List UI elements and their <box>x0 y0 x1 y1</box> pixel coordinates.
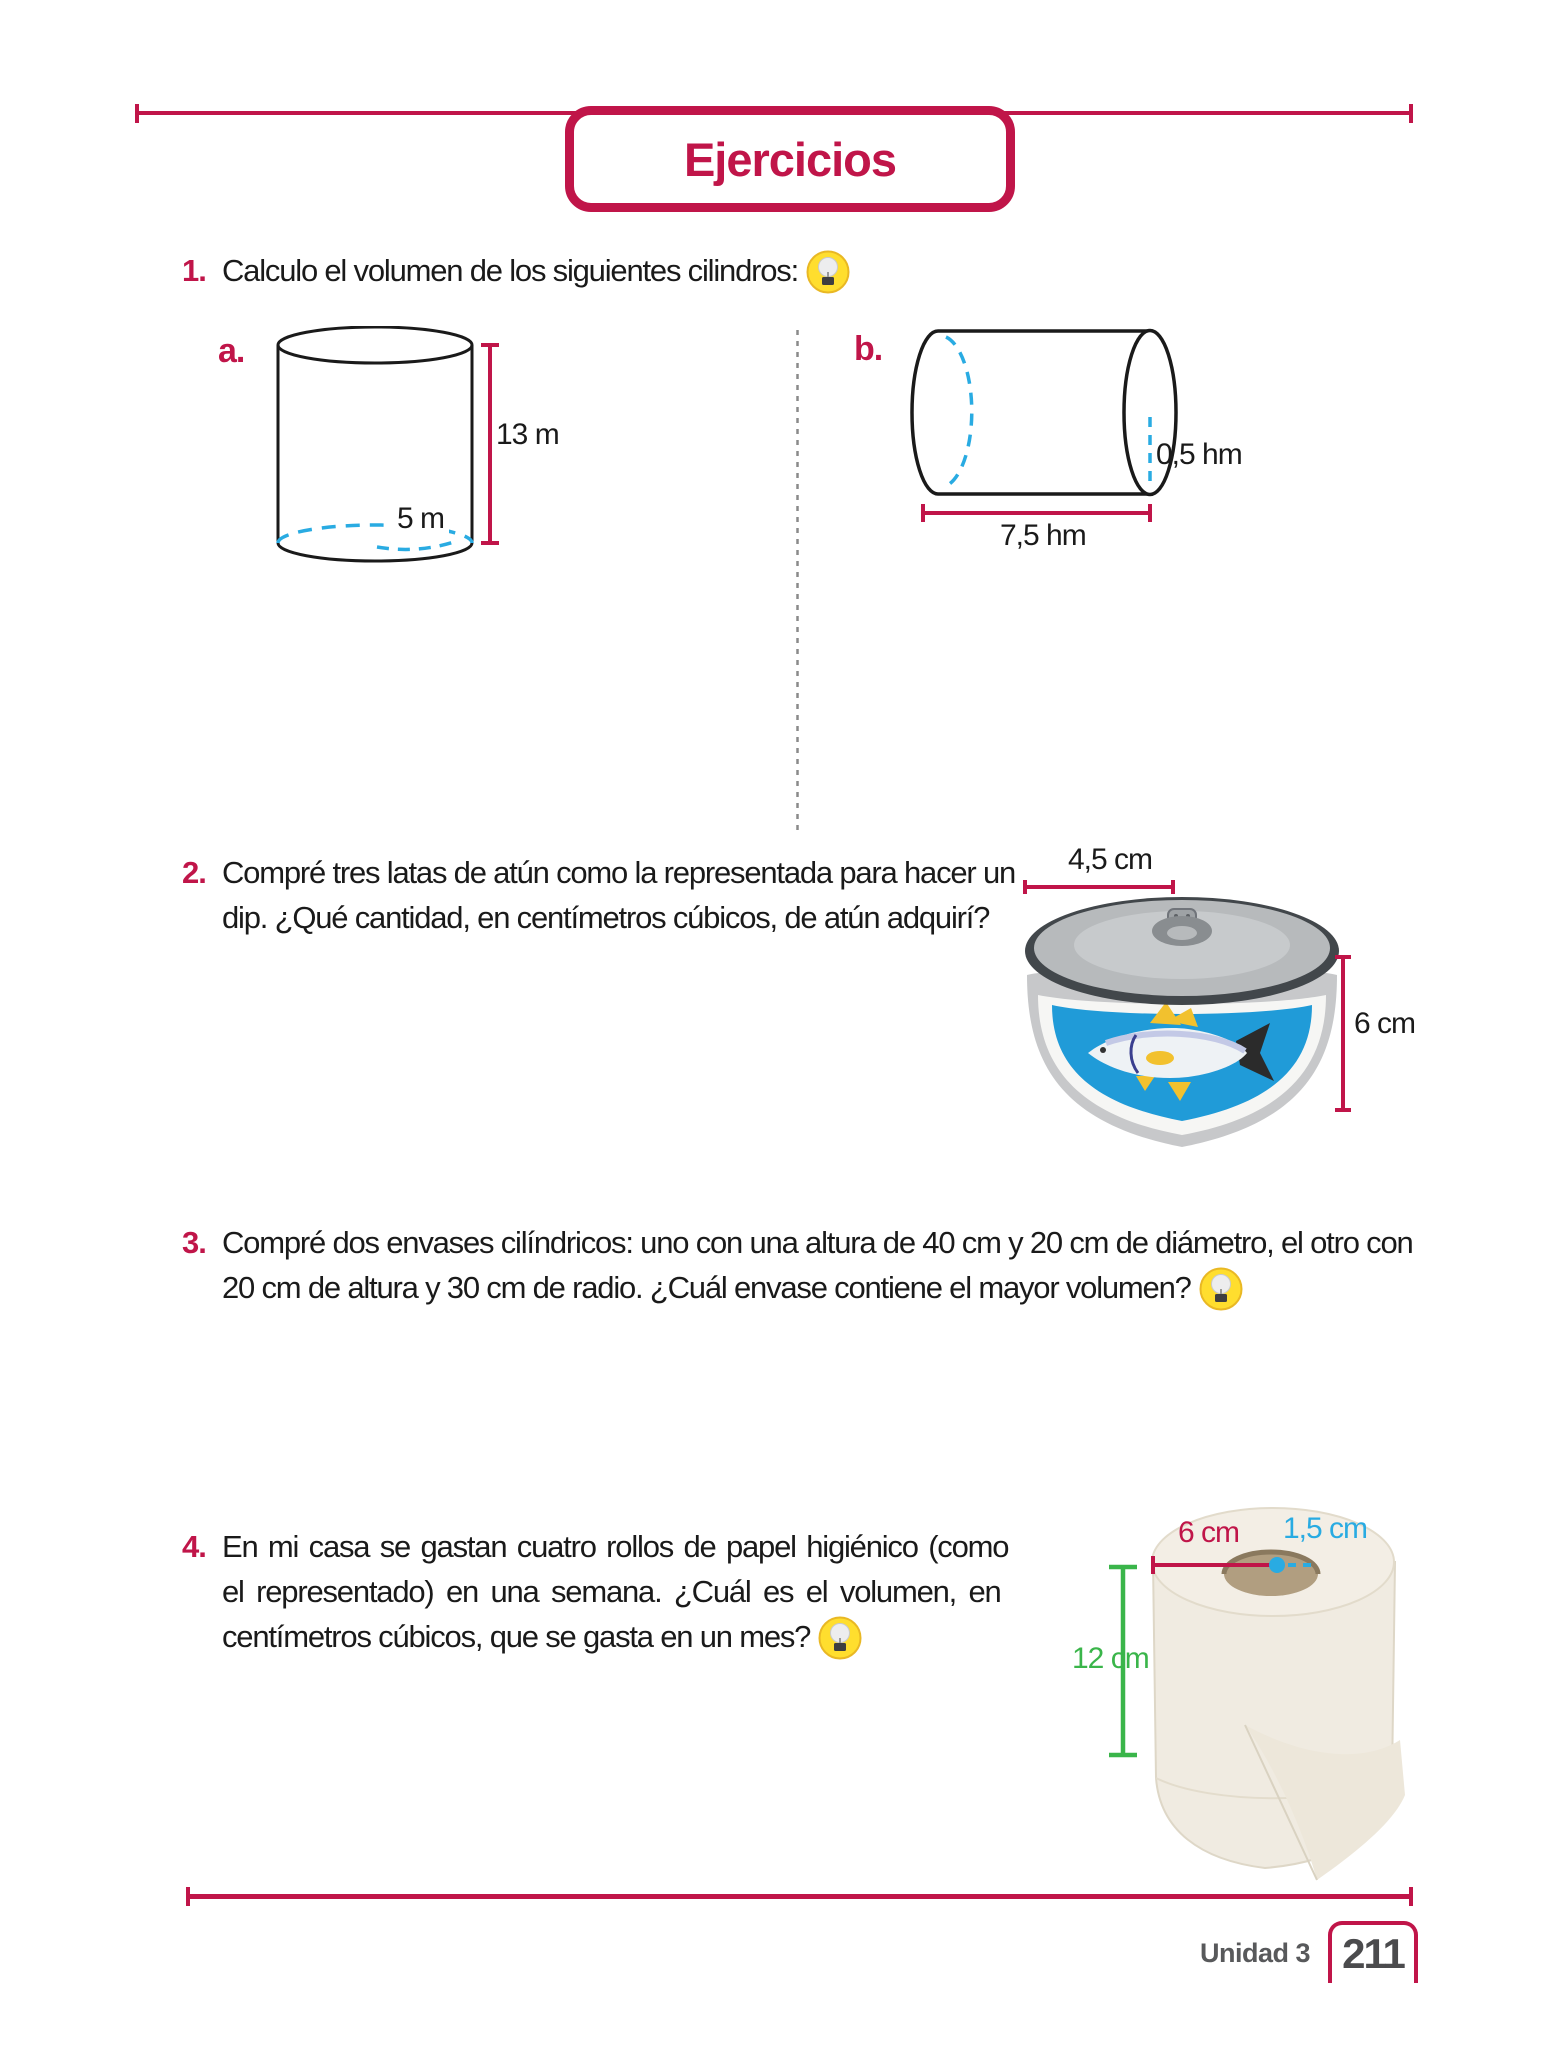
bottom-rule <box>188 1894 1412 1899</box>
paper-roll-radius-label: 6 cm <box>1178 1516 1240 1549</box>
exercise-3-number: 3. <box>182 1225 206 1260</box>
exercise-4-text-line1: En mi casa se gastan cuatro rollos de papel higiénico (como <box>222 1529 1009 1564</box>
tuna-can-figure <box>1018 845 1438 1160</box>
bottom-rule-left-tick <box>186 1887 190 1906</box>
top-rule-left-tick <box>135 104 139 123</box>
hint-lightbulb-icon <box>806 250 850 294</box>
exercise-2-text-line2: dip. ¿Qué cantidad, en centímetros cúbicos, de atún adquirí? <box>222 900 990 935</box>
figure-b-label: b. <box>854 330 883 368</box>
cylinder-b-length-label: 7,5 hm <box>1000 519 1086 552</box>
cylinder-a-height-label: 13 m <box>496 418 559 451</box>
exercise-2-number: 2. <box>182 855 206 890</box>
unit-label: Unidad 3 <box>1199 1938 1310 1968</box>
title-badge <box>565 106 1015 212</box>
hint-lightbulb-icon <box>818 1616 862 1660</box>
exercise-4-text-line3: centímetros cúbicos, que se gasta en un mes? <box>222 1614 1008 1660</box>
figure-divider-dashed-line <box>795 330 800 835</box>
cylinder-b-figure <box>852 325 1202 535</box>
paper-roll-figure <box>1060 1500 1460 1890</box>
figure-a-label: a. <box>218 332 245 370</box>
paper-roll-height-label: 12 cm <box>1072 1642 1149 1675</box>
exercise-2 <box>182 850 1015 940</box>
page-number: 211 <box>1342 1930 1404 1977</box>
exercise-4 <box>182 1524 1008 1660</box>
exercise-1-text: Calculo el volumen de los siguientes cilindros: <box>222 248 850 294</box>
exercise-4-number: 4. <box>182 1529 206 1564</box>
paper-roll-hole-label: 1,5 cm <box>1283 1512 1368 1545</box>
exercise-2-text-line1: Compré tres latas de atún como la representada para hacer un <box>222 855 1016 890</box>
page-title: Ejercicios <box>683 132 897 186</box>
tuna-can-height-label: 6 cm <box>1354 1007 1416 1040</box>
top-rule-right-tick <box>1409 104 1413 123</box>
page-number-box <box>1328 1921 1418 1983</box>
exercise-1-number: 1. <box>182 253 206 288</box>
exercise-3 <box>182 1220 1413 1311</box>
exercise-3-text-line2: 20 cm de altura y 30 cm de radio. ¿Cuál envase contiene el mayor volumen? <box>222 1265 1413 1311</box>
tuna-can-diameter-label: 4,5 cm <box>1068 843 1153 876</box>
exercise-3-text-line1: Compré dos envases cilíndricos: uno con una altura de 40 cm y 20 cm de diámetro, el otro con <box>222 1225 1413 1260</box>
hint-lightbulb-icon <box>1199 1267 1243 1311</box>
cylinder-a-diameter-label: 5 m <box>392 502 449 536</box>
exercise-4-text-line2: el representado) en una semana. ¿Cuál es el volumen, en <box>222 1574 1001 1609</box>
cylinder-a-figure <box>268 326 508 566</box>
exercise-1 <box>182 248 850 294</box>
bottom-rule-right-tick <box>1409 1887 1413 1906</box>
cylinder-b-radius-label: 0,5 hm <box>1156 438 1242 471</box>
